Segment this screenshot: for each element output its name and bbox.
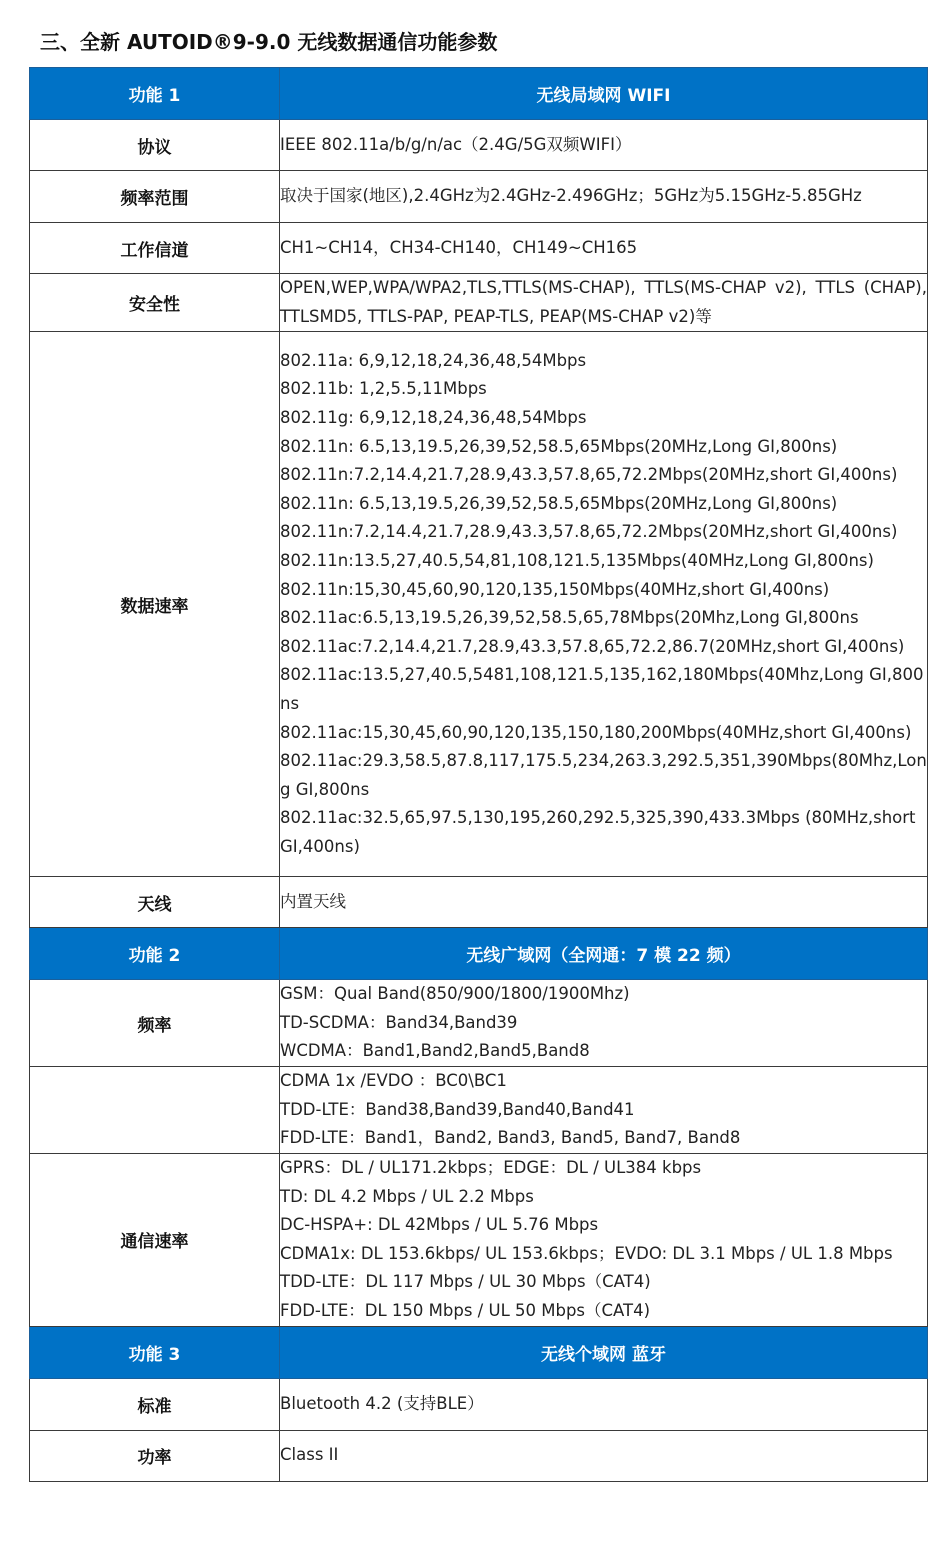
value-line: TDD-LTE：Band38,Band39,Band40,Band41: [280, 1099, 635, 1119]
row-label: 标准: [30, 1378, 280, 1430]
table-row: [30, 332, 928, 877]
value-line: 802.11b: 1,2,5.5,11Mbps: [280, 379, 487, 399]
value-line: 802.11ac:29.3,58.5,87.8,117,175.5,234,263.3,292.5,351,390Mbps(80Mhz,Long GI,800ns: [280, 751, 927, 799]
row-label: 协议: [30, 120, 280, 171]
row-label: 功率: [30, 1430, 280, 1481]
value-line: DC-HSPA+: DL 42Mbps / UL 5.76 Mbps: [280, 1215, 599, 1235]
row-value: [280, 877, 928, 928]
section-heading: 无线个域网 蓝牙: [280, 1326, 928, 1378]
row-value: [280, 1430, 928, 1481]
spec-table-body: [30, 68, 928, 1482]
value-line: 802.11n: 6.5,13,19.5,26,39,52,58.5,65Mbps(20MHz,Long GI,800ns): [280, 493, 838, 513]
value-line: 802.11ac:6.5,13,19.5,26,39,52,58.5,65,78Mbps(20Mhz,Long GI,800ns: [280, 608, 859, 628]
value-line: 802.11n:13.5,27,40.5,54,81,108,121.5,135Mbps(40MHz,Long GI,800ns): [280, 551, 874, 570]
value-line: TDD-LTE：DL 117 Mbps / UL 30 Mbps（CAT4): [280, 1272, 651, 1292]
table-row: [30, 1430, 928, 1481]
row-label: 工作信道: [30, 223, 280, 274]
section-header-row: [30, 68, 928, 120]
row-value: [280, 223, 928, 274]
row-label: 安全性: [30, 274, 280, 332]
spec-table: [29, 67, 928, 1482]
value-line: IEEE 802.11a/b/g/n/ac（2.4G/5G双频WIFI）: [280, 134, 632, 154]
value-line: 取决于国家(地区),2.4GHz为2.4GHz-2.496GHz；5GHz为5.15GHz-5.85GHz: [280, 186, 862, 206]
row-label: [30, 1067, 280, 1154]
section-label: 功能 1: [30, 68, 280, 120]
value-line: 802.11ac:7.2,14.4,21.7,28.9,43.3,57.8,65,72.2,86.7(20MHz,short GI,400ns): [280, 636, 905, 656]
row-value: [280, 332, 928, 877]
value-line: FDD-LTE：Band1，Band2, Band3, Band5, Band7, Band8: [280, 1128, 741, 1148]
value-line: 内置天线: [280, 891, 346, 911]
value-line: Bluetooth 4.2 (支持BLE）: [280, 1393, 484, 1413]
value-line: TD-SCDMA：Band34,Band39: [280, 1012, 518, 1032]
row-value: [280, 171, 928, 223]
section-label: 功能 2: [30, 928, 280, 980]
table-row: [30, 1378, 928, 1430]
table-row: [30, 1067, 928, 1154]
table-row: [30, 120, 928, 171]
value-line: 802.11g: 6,9,12,18,24,36,48,54Mbps: [280, 408, 587, 428]
row-label: 通信速率: [30, 1153, 280, 1326]
value-line: 802.11n:7.2,14.4,21.7,28.9,43.3,57.8,65,72.2Mbps(20MHz,short GI,400ns): [280, 465, 898, 485]
row-value: [280, 980, 928, 1067]
value-line: 802.11ac:32.5,65,97.5,130,195,260,292.5,325,390,433.3Mbps (80MHz,short GI,400ns): [280, 808, 916, 856]
row-value: [280, 1378, 928, 1430]
row-label: 频率: [30, 980, 280, 1067]
table-row: [30, 1153, 928, 1326]
value-line: FDD-LTE：DL 150 Mbps / UL 50 Mbps（CAT4): [280, 1300, 651, 1320]
section-heading: 无线局域网 WIFI: [280, 68, 928, 120]
value-line: CDMA1x: DL 153.6kbps/ UL 153.6kbps；EVDO: DL 3.1 Mbps / UL 1.8 Mbps: [280, 1243, 893, 1263]
page-title: 三、全新 AUTOID®9-9.0 无线数据通信功能参数: [40, 30, 498, 54]
value-line: 802.11n: 6.5,13,19.5,26,39,52,58.5,65Mbps(20MHz,Long GI,800ns): [280, 436, 838, 456]
table-row: [30, 274, 928, 332]
row-value: [280, 120, 928, 171]
value-line: TD: DL 4.2 Mbps / UL 2.2 Mbps: [280, 1186, 534, 1206]
row-label: 天线: [30, 877, 280, 928]
value-line: 802.11n:15,30,45,60,90,120,135,150Mbps(40MHz,short GI,400ns): [280, 579, 830, 599]
value-line: 802.11ac:15,30,45,60,90,120,135,150,180,200Mbps(40MHz,short GI,400ns): [280, 722, 912, 742]
section-label: 功能 3: [30, 1326, 280, 1378]
value-line: 802.11ac:13.5,27,40.5,5481,108,121.5,135,162,180Mbps(40Mhz,Long GI,800ns: [280, 665, 924, 713]
section-header-row: [30, 928, 928, 980]
row-label: 频率范围: [30, 171, 280, 223]
section-header-row: [30, 1326, 928, 1378]
row-label: 数据速率: [30, 332, 280, 877]
value-line: OPEN,WEP,WPA/WPA2,TLS,TTLS(MS-CHAP), TTLS(MS-CHAP v2), TTLS (CHAP), TTLSMD5, TTLS-PAP, PEAP-TLS, PEAP(MS-CHAP v2)等: [280, 278, 927, 326]
value-line: CH1~CH14，CH34-CH140，CH149~CH165: [280, 237, 638, 257]
value-line: GPRS：DL / UL171.2kbps；EDGE：DL / UL384 kbps: [280, 1157, 702, 1177]
table-row: [30, 171, 928, 223]
section-heading: 无线广域网（全网通：7 模 22 频）: [280, 928, 928, 980]
row-value: [280, 274, 928, 332]
table-row: [30, 980, 928, 1067]
value-line: GSM：Qual Band(850/900/1800/1900Mhz): [280, 984, 630, 1004]
row-value: [280, 1153, 928, 1326]
value-line: 802.11a: 6,9,12,18,24,36,48,54Mbps: [280, 350, 587, 370]
table-row: [30, 877, 928, 928]
value-line: Class II: [280, 1445, 339, 1465]
value-line: 802.11n:7.2,14.4,21.7,28.9,43.3,57.8,65,72.2Mbps(20MHz,short GI,400ns): [280, 522, 898, 542]
table-row: [30, 223, 928, 274]
value-line: CDMA 1x /EVDO ：BC0\BC1: [280, 1071, 507, 1091]
value-line: WCDMA：Band1,Band2,Band5,Band8: [280, 1041, 590, 1061]
row-value: [280, 1067, 928, 1154]
